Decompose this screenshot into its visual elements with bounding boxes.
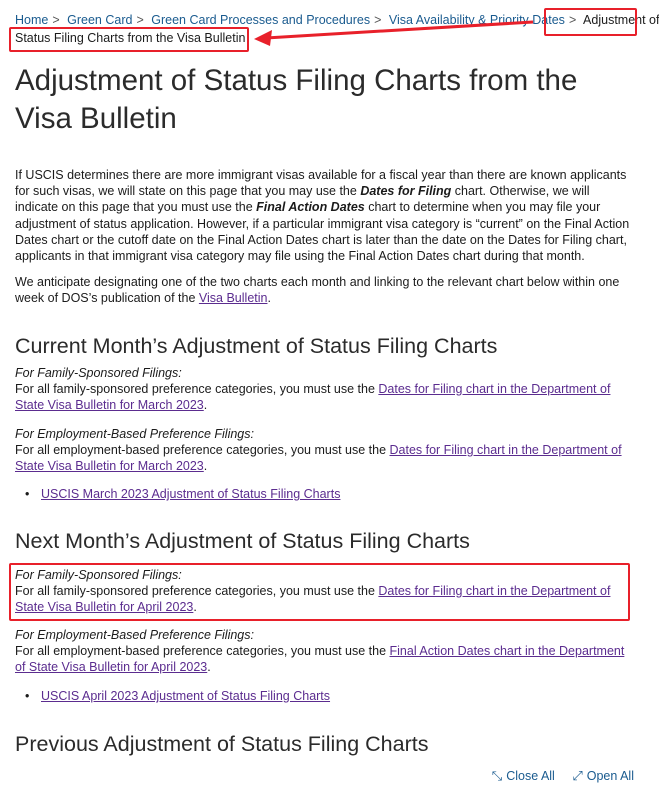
breadcrumb-current-continued: Status Filing Charts from the Visa Bulletin xyxy=(15,31,246,45)
accordion-controls xyxy=(478,768,634,784)
next-employment-block xyxy=(15,627,635,675)
next-employment-link[interactable]: Final Action Dates chart in the Department of State Visa Bulletin for April 2023 xyxy=(15,644,625,674)
next-family-label: For Family-Sponsored Filings: xyxy=(15,568,182,582)
current-family-label: For Family-Sponsored Filings: xyxy=(15,366,182,380)
current-filing-charts-link[interactable]: USCIS March 2023 Adjustment of Status Filing Charts xyxy=(41,487,341,501)
breadcrumb-visa-availability[interactable]: Visa Availability & Priority Dates xyxy=(388,13,565,27)
current-family-text: For all family-sponsored preference categories, you must use the Dates for Filing chart in the Department of State Visa Bulletin for March 2023. xyxy=(15,382,611,412)
breadcrumb-separator: > xyxy=(374,13,382,27)
current-month-heading: Current Month’s Adjustment of Status Filing Charts xyxy=(15,334,498,358)
next-family-text: For all family-sponsored preference categories, you must use the Dates for Filing chart in the Department of State Visa Bulletin for April 2023. xyxy=(15,584,611,614)
breadcrumb-green-card[interactable]: Green Card xyxy=(67,13,133,27)
annotation-box-next-family xyxy=(9,563,630,621)
previous-heading: Previous Adjustment of Status Filing Charts xyxy=(15,732,429,756)
open-all-button[interactable]: ⤢ Open All xyxy=(572,768,634,783)
intro-paragraph: If USCIS determines there are more immigrant visas available for a fiscal year than there are known applicants for such visas, we will state on this page that you may use the Dates for Filing chart. Otherwise, we will indicate on this page that you must use the Final Action Dates chart to determine when you may file your adjustment of status application. However, if a particular immigrant visa category is “current” on the Final Action Dates chart or the cutoff date on the Final Action Dates chart is later than the date on the Dates for Filing chart, applicants in that immigrant visa category may file using the Final Action Dates chart during that month. xyxy=(15,168,630,264)
next-employment-label: For Employment-Based Preference Filings: xyxy=(15,628,254,642)
breadcrumb-separator: > xyxy=(136,13,144,27)
annotation-box-breadcrumb-current xyxy=(544,8,637,36)
next-family-link[interactable]: Dates for Filing chart in the Department of State Visa Bulletin for April 2023 xyxy=(15,584,611,614)
page-title: Adjustment of Status Filing Charts from the Visa Bulletin xyxy=(15,64,578,135)
next-filing-charts-link[interactable]: USCIS April 2023 Adjustment of Status Filing Charts xyxy=(41,689,331,703)
current-employment-label: For Employment-Based Preference Filings: xyxy=(15,427,254,441)
expand-icon: ⤢ xyxy=(572,768,583,783)
list-item xyxy=(27,486,340,502)
current-family-block xyxy=(15,365,635,413)
collapse-icon: ⤡ xyxy=(491,768,503,783)
breadcrumb-home[interactable]: Home xyxy=(15,13,49,27)
next-employment-text: For all employment-based preference categories, you must use the Final Action Dates chart in the Department of State Visa Bulletin for April 2023. xyxy=(15,644,625,674)
visa-bulletin-link[interactable]: Visa Bulletin xyxy=(198,291,268,306)
breadcrumb-current: Adjustment of xyxy=(583,13,659,27)
current-employment-block xyxy=(15,426,635,474)
breadcrumb-processes[interactable]: Green Card Processes and Procedures xyxy=(151,13,371,27)
next-month-heading: Next Month’s Adjustment of Status Filing Charts xyxy=(15,529,470,553)
list-item xyxy=(27,688,330,704)
breadcrumb-separator: > xyxy=(52,13,60,27)
annotation-arrow-icon xyxy=(250,18,540,48)
current-employment-text: For all employment-based preference categories, you must use the Dates for Filing chart in the Department of State Visa Bulletin for March 2023. xyxy=(15,443,622,473)
annotation-box-breadcrumb-continued xyxy=(9,27,249,52)
breadcrumb-separator: > xyxy=(568,13,577,27)
intro-paragraph-2: We anticipate designating one of the two charts each month and linking to the relevant chart below within one week of DOS’s publication of the Visa Bulletin. xyxy=(15,275,620,306)
close-all-button[interactable]: ⤡ Close All xyxy=(491,768,555,783)
current-employment-link[interactable]: Dates for Filing chart in the Department of State Visa Bulletin for March 2023 xyxy=(15,443,622,473)
current-family-link[interactable]: Dates for Filing chart in the Department of State Visa Bulletin for March 2023 xyxy=(15,382,611,412)
